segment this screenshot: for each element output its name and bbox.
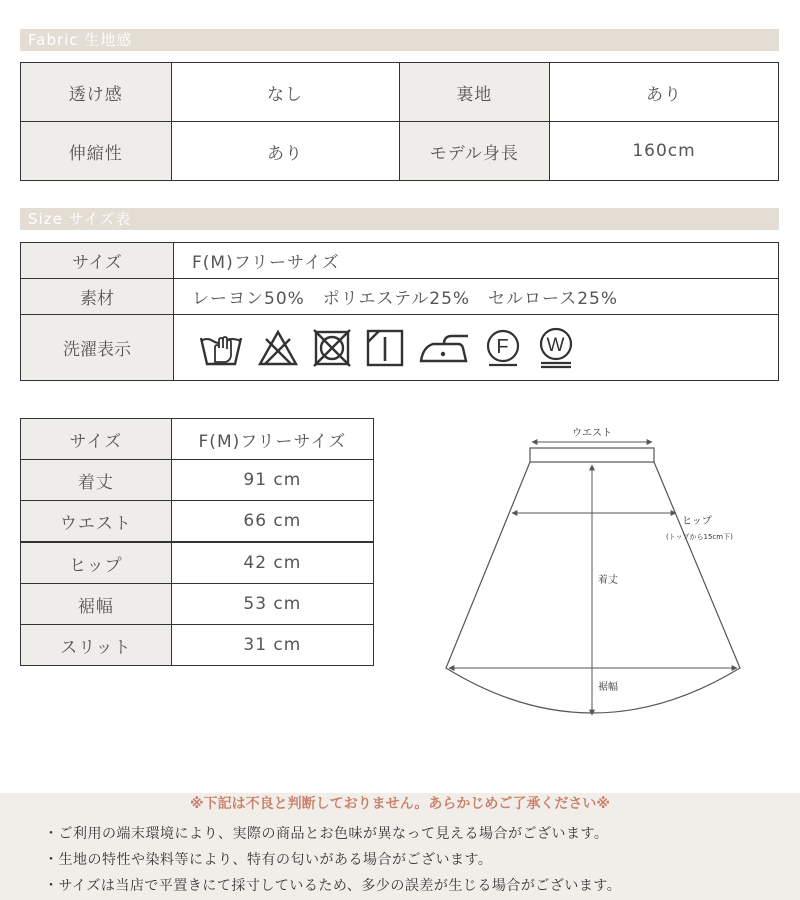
svg-text:W: W [546,334,566,356]
notice-title: ※下記は不良と判断しておりません。あらかじめご了承ください※ [189,796,611,812]
table-row [21,243,779,279]
measurement-table [20,418,374,666]
size-table [20,242,779,381]
notice-list [44,821,621,899]
fabric-table [20,62,779,181]
table-row [21,460,374,501]
measurement-value: 66 cm [171,501,373,543]
hand-wash-icon [198,328,244,368]
fabric-label: 透け感 [21,63,172,122]
table-row [21,279,779,315]
hem-label: 裾幅 [598,682,618,693]
svg-text:F: F [496,335,510,358]
fabric-value: あり [550,63,779,122]
measurement-label: ウエスト [21,501,172,543]
measurement-value: 91 cm [171,460,373,501]
low-iron-icon [418,331,470,365]
measurement-header-label: サイズ [21,419,172,460]
list-item: ・ご利用の端末環境により、実際の商品とお色味が異なって見える場合がございます。 [44,826,609,842]
list-item: ・生地の特性や染料等により、特有の匂いがある場合がございます。 [44,852,493,868]
table-row [21,625,374,666]
measurement-value: 53 cm [171,584,373,625]
table-row [21,542,374,584]
no-bleach-icon [257,329,299,367]
table-row [21,419,374,460]
measurement-label: ヒップ [21,542,172,584]
size-value: F(M)フリーサイズ [174,243,779,279]
waist-label: ウエスト [572,428,612,439]
measurement-label: 裾幅 [21,584,172,625]
table-row [21,584,374,625]
size-section-heading: Size サイズ表 [20,208,779,230]
care-label: 洗濯表示 [21,315,174,381]
fabric-value: 160cm [550,122,779,181]
table-row [21,501,374,543]
table-row [21,315,779,381]
hip-note: (トップから15cm下) [666,533,733,541]
hip-label: ヒップ [682,516,712,527]
length-label: 着丈 [598,575,618,586]
waistband-shape [530,448,654,462]
fabric-value: あり [171,122,399,181]
fabric-label: モデル身長 [399,122,550,181]
measurement-value: 31 cm [171,625,373,666]
table-row [21,63,779,122]
size-label: サイズ [21,243,174,279]
fabric-value: なし [171,63,399,122]
fabric-label: 裏地 [399,63,550,122]
skirt-outline [446,462,740,713]
line-dry-shade-icon [365,328,405,368]
skirt-diagram [430,420,770,730]
material-value: レーヨン50% ポリエステル25% セルロース25% [174,279,779,315]
fabric-label: 伸縮性 [21,122,172,181]
material-label: 素材 [21,279,174,315]
fabric-section-heading: Fabric 生地感 [20,29,779,51]
care-icons-cell [174,315,779,381]
list-item: ・サイズは当店で平置きにて採寸しているため、多少の誤差が生じる場合がございます。 [44,878,622,894]
measurement-label: スリット [21,625,172,666]
no-tumble-dry-icon [312,328,352,368]
dry-clean-f-icon [483,328,523,368]
measurement-header-value: F(M)フリーサイズ [171,419,373,460]
notice-panel [0,793,800,900]
wet-clean-w-icon [536,327,576,369]
measurement-value: 42 cm [171,542,373,584]
measurement-label: 着丈 [21,460,172,501]
table-row [21,122,779,181]
